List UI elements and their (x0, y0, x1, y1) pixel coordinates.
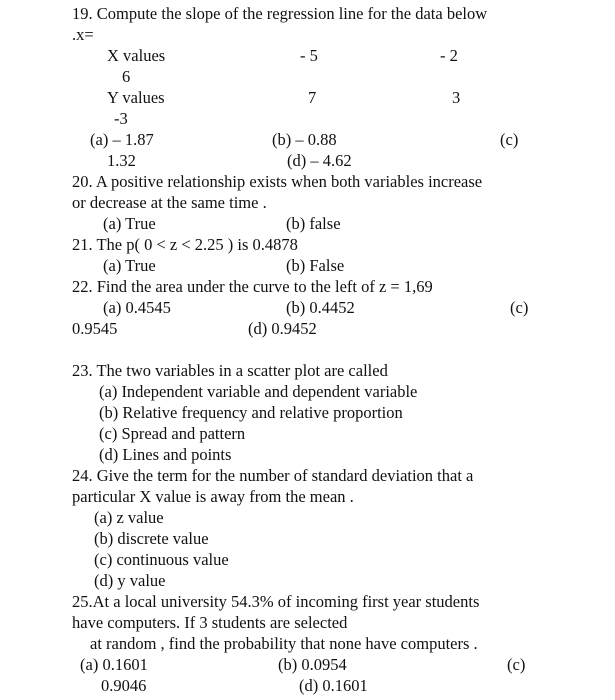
question-24-option-b: (b) discrete value (94, 529, 209, 548)
question-24-option-c: (c) continuous value (94, 550, 229, 569)
question-21-option-b: (b) False (286, 256, 345, 275)
question-22-option-a: (a) 0.4545 (103, 298, 171, 317)
y-value-2: 3 (452, 88, 461, 107)
x-value-3: 6 (122, 67, 131, 86)
question-19-text-line2: .x= (72, 25, 94, 44)
question-20-option-a: (a) True (103, 214, 156, 233)
question-19-option-b: (b) – 0.88 (272, 130, 337, 149)
question-25-text-line3: at random , find the probability that none have computers . (90, 634, 478, 653)
question-25-option-d: (d) 0.1601 (299, 676, 368, 695)
question-23-option-c: (c) Spread and pattern (99, 424, 246, 443)
question-25-text-line1: 25.At a local university 54.3% of incoming first year students (72, 592, 480, 611)
question-23-option-a: (a) Independent variable and dependent variable (99, 382, 418, 401)
question-19-option-c-label: (c) (500, 130, 519, 149)
question-19-option-a: (a) – 1.87 (90, 130, 154, 149)
question-19-option-c-value: 1.32 (107, 151, 136, 170)
question-25-text-line2: have computers. If 3 students are selected (72, 613, 348, 632)
question-23-option-d: (d) Lines and points (99, 445, 232, 464)
question-20-option-b: (b) false (286, 214, 341, 233)
question-24-option-d: (d) y value (94, 571, 166, 590)
y-values-label: Y values (107, 88, 165, 107)
question-23-option-b: (b) Relative frequency and relative proportion (99, 403, 403, 422)
question-22-option-d: (d) 0.9452 (248, 319, 317, 338)
question-22-option-c-value: 0.9545 (72, 319, 118, 338)
x-values-label: X values (107, 46, 166, 65)
question-23-text: 23. The two variables in a scatter plot are called (72, 361, 388, 380)
question-25-option-c-value: 0.9046 (101, 676, 147, 695)
question-19-option-d: (d) – 4.62 (287, 151, 352, 170)
question-24-text-line1: 24. Give the term for the number of standard deviation that a (72, 466, 474, 485)
y-value-3: -3 (114, 109, 128, 128)
question-22-text: 22. Find the area under the curve to the left of z = 1,69 (72, 277, 433, 296)
question-21-text: 21. The p( 0 < z < 2.25 ) is 0.4878 (72, 235, 298, 254)
question-20-text-line1: 20. A positive relationship exists when both variables increase (72, 172, 483, 191)
question-24-text-line2: particular X value is away from the mean . (72, 487, 354, 506)
y-value-1: 7 (308, 88, 317, 107)
x-value-1: - 5 (300, 46, 318, 65)
question-20-text-line2: or decrease at the same time . (72, 193, 267, 212)
question-22-option-b: (b) 0.4452 (286, 298, 355, 317)
question-22-option-c-label: (c) (510, 298, 529, 317)
question-21-option-a: (a) True (103, 256, 156, 275)
question-25-option-a: (a) 0.1601 (80, 655, 148, 674)
x-value-2: - 2 (440, 46, 458, 65)
question-24-option-a: (a) z value (94, 508, 164, 527)
question-25-option-b: (b) 0.0954 (278, 655, 347, 674)
question-19-text-line1: 19. Compute the slope of the regression line for the data below (72, 4, 488, 23)
question-25-option-c-label: (c) (507, 655, 526, 674)
